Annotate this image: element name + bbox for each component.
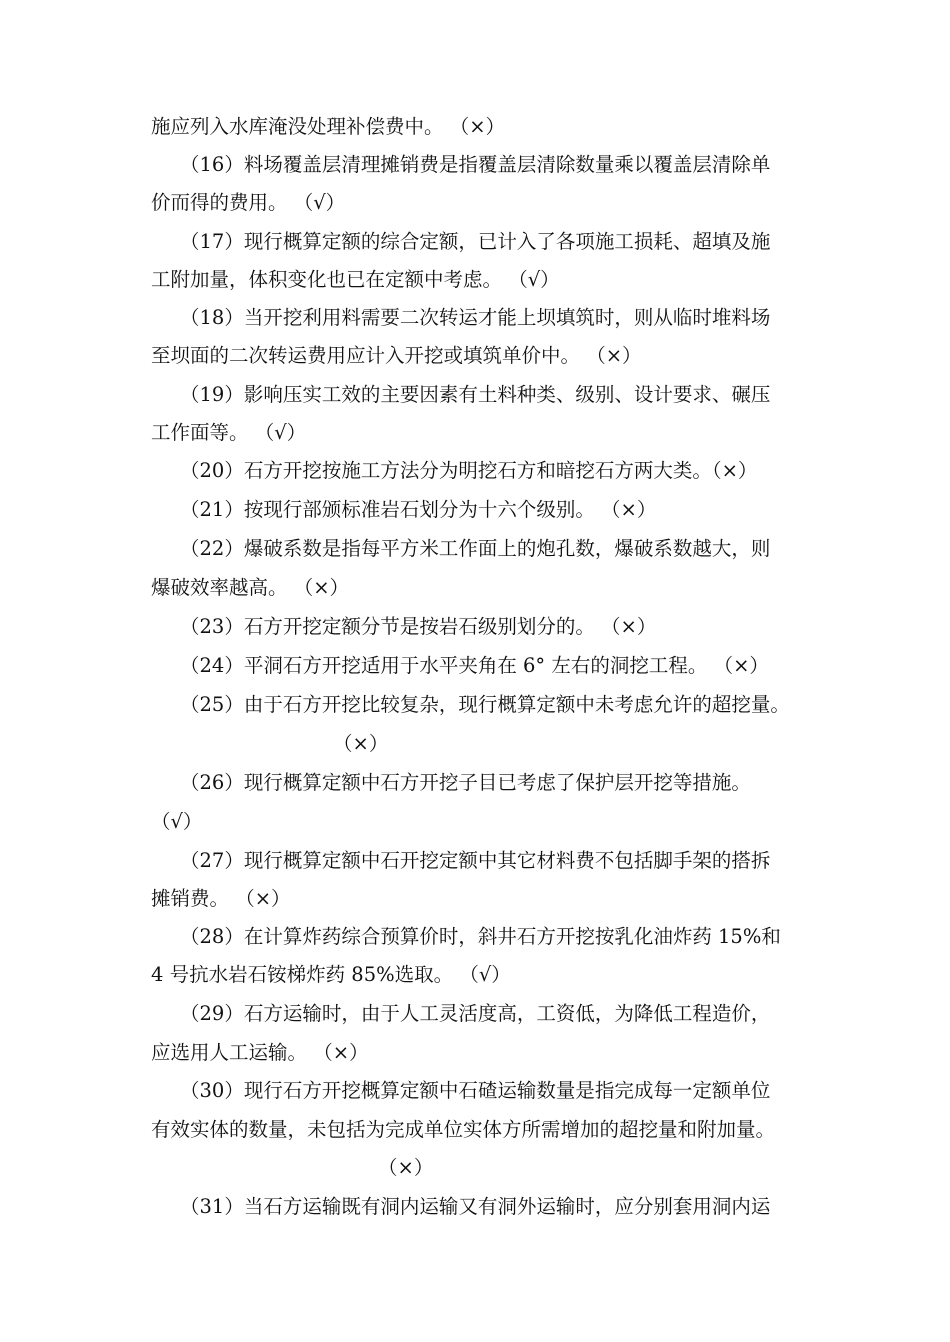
text-line: 应选用人工运输。 （×） (151, 1041, 369, 1064)
text-line: （×） (333, 732, 389, 755)
text-line: （24）平洞石方开挖适用于水平夹角在 6° 左右的洞挖工程。 （×） (180, 654, 769, 677)
text-line: 有效实体的数量，未包括为完成单位实体方所需增加的超挖量和附加量。 (151, 1118, 776, 1141)
text-line: （25）由于石方开挖比较复杂，现行概算定额中未考虑允许的超挖量。 (180, 693, 790, 716)
text-line: 施应列入水库淹没处理补偿费中。 （×） (151, 115, 506, 138)
text-line: （30）现行石方开挖概算定额中石碴运输数量是指完成每一定额单位 (180, 1079, 771, 1102)
text-line: 摊销费。 （×） (151, 887, 291, 910)
text-line: （23）石方开挖定额分节是按岩石级别划分的。 （×） (180, 615, 657, 638)
text-line: 价而得的费用。 （√） (151, 191, 346, 214)
text-line: 4 号抗水岩石铵梯炸药 85%选取。 （√） (151, 963, 511, 986)
text-line: （16）料场覆盖层清理摊销费是指覆盖层清除数量乘以覆盖层清除单 (180, 153, 771, 176)
text-line: （29）石方运输时，由于人工灵活度高，工资低，为降低工程造价， (180, 1002, 771, 1025)
text-line: （×） (378, 1156, 434, 1179)
text-line: （18）当开挖利用料需要二次转运才能上坝填筑时，则从临时堆料场 (180, 306, 771, 329)
text-line: （22）爆破系数是指每平方米工作面上的炮孔数，爆破系数越大，则 (180, 537, 771, 560)
text-line: （27）现行概算定额中石开挖定额中其它材料费不包括脚手架的搭拆 (180, 849, 771, 872)
text-line: （26）现行概算定额中石方开挖子目已考虑了保护层开挖等措施。 (180, 771, 751, 794)
text-line: 工作面等。 （√） (151, 421, 307, 444)
text-line: （17）现行概算定额的综合定额，已计入了各项施工损耗、超填及施 (180, 230, 771, 253)
text-line: （31）当石方运输既有洞内运输又有洞外运输时，应分别套用洞内运 (180, 1195, 771, 1218)
text-line: 爆破效率越高。 （×） (151, 576, 350, 599)
text-line: （28）在计算炸药综合预算价时，斜井石方开挖按乳化油炸药 15%和 (180, 925, 781, 948)
text-line: 至坝面的二次转运费用应计入开挖或填筑单价中。 （×） (151, 344, 642, 367)
text-line: （√） (151, 810, 203, 833)
text-line: 工附加量，体积变化也已在定额中考虑。 （√） (151, 268, 560, 291)
text-line: （19）影响压实工效的主要因素有土料种类、级别、设计要求、碾压 (180, 383, 771, 406)
text-line: （21）按现行部颁标准岩石划分为十六个级别。 （×） (180, 498, 657, 521)
text-line: （20）石方开挖按施工方法分为明挖石方和暗挖石方两大类。（×） (180, 459, 758, 482)
